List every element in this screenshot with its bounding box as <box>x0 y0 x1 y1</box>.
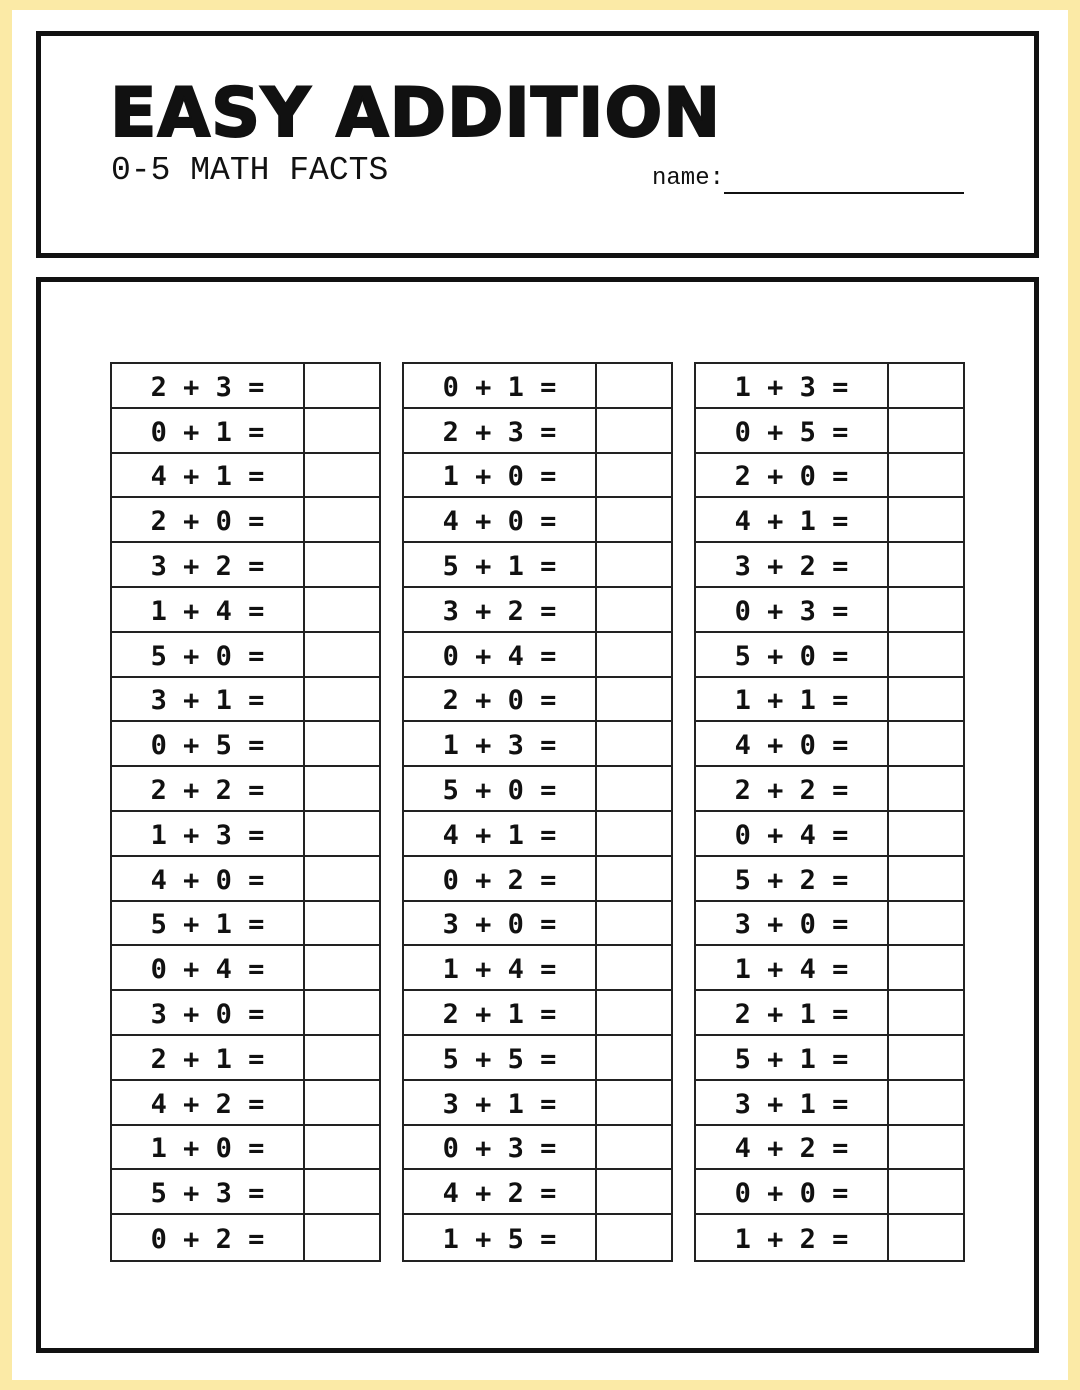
fact-row <box>696 1215 963 1260</box>
fact-row <box>112 991 379 1036</box>
fact-row <box>112 454 379 499</box>
fact-row <box>112 722 379 767</box>
fact-row <box>404 633 671 678</box>
answer-box[interactable] <box>597 498 671 541</box>
fact-row <box>696 991 963 1036</box>
fact-row <box>404 1126 671 1171</box>
problem-text: 1 + 3 = <box>696 364 889 407</box>
answer-box[interactable] <box>597 902 671 945</box>
problem-text: 4 + 1 = <box>696 498 889 541</box>
answer-box[interactable] <box>305 633 379 676</box>
fact-row <box>404 364 671 409</box>
answer-box[interactable] <box>305 946 379 989</box>
answer-box[interactable] <box>305 454 379 497</box>
problem-text: 1 + 3 = <box>112 812 305 855</box>
problem-text: 2 + 3 = <box>404 409 597 452</box>
answer-box[interactable] <box>305 1081 379 1124</box>
worksheet-title: EASY ADDITION <box>110 74 722 153</box>
fact-row <box>404 1215 671 1260</box>
answer-box[interactable] <box>597 722 671 765</box>
fact-row <box>696 678 963 723</box>
problem-text: 0 + 2 = <box>112 1215 305 1260</box>
problem-text: 0 + 4 = <box>696 812 889 855</box>
fact-row <box>112 767 379 812</box>
problem-text: 1 + 4 = <box>404 946 597 989</box>
problem-text: 3 + 2 = <box>696 543 889 586</box>
answer-box[interactable] <box>305 722 379 765</box>
fact-row <box>112 1081 379 1126</box>
answer-box[interactable] <box>597 1126 671 1169</box>
problem-text: 0 + 4 = <box>112 946 305 989</box>
problem-text: 3 + 1 = <box>696 1081 889 1124</box>
name-line[interactable] <box>724 192 964 194</box>
fact-row <box>696 409 963 454</box>
problem-text: 1 + 2 = <box>696 1215 889 1260</box>
answer-box[interactable] <box>597 1170 671 1213</box>
problem-text: 1 + 5 = <box>404 1215 597 1260</box>
fact-column-2 <box>402 362 673 1262</box>
problem-text: 0 + 3 = <box>696 588 889 631</box>
fact-row <box>696 767 963 812</box>
answer-box[interactable] <box>597 767 671 810</box>
fact-row <box>112 1126 379 1171</box>
answer-box[interactable] <box>889 722 963 765</box>
problem-text: 0 + 0 = <box>696 1170 889 1213</box>
fact-row <box>112 588 379 633</box>
fact-row <box>112 678 379 723</box>
problem-text: 5 + 1 = <box>404 543 597 586</box>
name-label: name: <box>652 165 725 192</box>
fact-row <box>112 857 379 902</box>
problem-text: 2 + 0 = <box>696 454 889 497</box>
answer-box[interactable] <box>597 991 671 1034</box>
problem-text: 5 + 0 = <box>696 633 889 676</box>
fact-row <box>696 902 963 947</box>
problem-text: 0 + 5 = <box>112 722 305 765</box>
answer-box[interactable] <box>889 1081 963 1124</box>
answer-box[interactable] <box>889 902 963 945</box>
problem-text: 4 + 0 = <box>404 498 597 541</box>
problem-text: 1 + 0 = <box>404 454 597 497</box>
problem-text: 4 + 0 = <box>696 722 889 765</box>
answer-box[interactable] <box>597 812 671 855</box>
answer-box[interactable] <box>889 409 963 452</box>
answer-box[interactable] <box>597 946 671 989</box>
fact-row <box>696 633 963 678</box>
problem-text: 2 + 1 = <box>696 991 889 1034</box>
problem-text: 2 + 3 = <box>112 364 305 407</box>
problem-text: 2 + 2 = <box>696 767 889 810</box>
fact-row <box>696 722 963 767</box>
fact-row <box>404 722 671 767</box>
answer-box[interactable] <box>889 1126 963 1169</box>
problem-text: 3 + 0 = <box>112 991 305 1034</box>
answer-box[interactable] <box>305 857 379 900</box>
problem-text: 1 + 4 = <box>112 588 305 631</box>
answer-box[interactable] <box>889 1215 963 1260</box>
fact-row <box>404 857 671 902</box>
problem-text: 5 + 1 = <box>696 1036 889 1079</box>
answer-box[interactable] <box>305 543 379 586</box>
answer-box[interactable] <box>305 767 379 810</box>
problem-text: 0 + 2 = <box>404 857 597 900</box>
fact-row <box>404 543 671 588</box>
fact-row <box>404 588 671 633</box>
fact-row <box>696 1126 963 1171</box>
fact-row <box>112 633 379 678</box>
fact-row <box>696 946 963 991</box>
answer-box[interactable] <box>597 364 671 407</box>
fact-row <box>112 543 379 588</box>
fact-row <box>404 409 671 454</box>
problem-text: 3 + 2 = <box>112 543 305 586</box>
fact-row <box>696 498 963 543</box>
problem-text: 1 + 0 = <box>112 1126 305 1169</box>
problem-text: 3 + 1 = <box>404 1081 597 1124</box>
answer-box[interactable] <box>597 678 671 721</box>
answer-box[interactable] <box>889 1036 963 1079</box>
answer-box[interactable] <box>889 543 963 586</box>
answer-box[interactable] <box>889 812 963 855</box>
fact-row <box>112 498 379 543</box>
answer-box[interactable] <box>305 1126 379 1169</box>
answer-box[interactable] <box>889 678 963 721</box>
fact-row <box>404 812 671 857</box>
problem-text: 3 + 2 = <box>404 588 597 631</box>
problem-text: 3 + 1 = <box>112 678 305 721</box>
fact-row <box>112 364 379 409</box>
answer-box[interactable] <box>597 454 671 497</box>
fact-row <box>112 1215 379 1260</box>
problem-text: 5 + 2 = <box>696 857 889 900</box>
fact-row <box>404 946 671 991</box>
answer-box[interactable] <box>597 1036 671 1079</box>
problem-text: 1 + 4 = <box>696 946 889 989</box>
answer-box[interactable] <box>889 767 963 810</box>
answer-box[interactable] <box>597 409 671 452</box>
problem-text: 2 + 1 = <box>112 1036 305 1079</box>
fact-row <box>404 498 671 543</box>
fact-column-1 <box>110 362 381 1262</box>
fact-row <box>112 1170 379 1215</box>
problem-text: 4 + 2 = <box>696 1126 889 1169</box>
fact-row <box>112 812 379 857</box>
fact-row <box>696 454 963 499</box>
fact-row <box>696 364 963 409</box>
fact-row <box>112 409 379 454</box>
answer-box[interactable] <box>597 857 671 900</box>
answer-box[interactable] <box>889 946 963 989</box>
problem-text: 4 + 0 = <box>112 857 305 900</box>
answer-box[interactable] <box>889 1170 963 1213</box>
fact-row <box>404 767 671 812</box>
problem-text: 2 + 0 = <box>112 498 305 541</box>
answer-box[interactable] <box>305 498 379 541</box>
answer-box[interactable] <box>597 633 671 676</box>
fact-row <box>696 1036 963 1081</box>
answer-box[interactable] <box>305 991 379 1034</box>
answer-box[interactable] <box>889 857 963 900</box>
fact-row <box>696 1170 963 1215</box>
answer-box[interactable] <box>305 1036 379 1079</box>
answer-box[interactable] <box>597 588 671 631</box>
fact-row <box>112 1036 379 1081</box>
problem-text: 2 + 2 = <box>112 767 305 810</box>
fact-row <box>112 946 379 991</box>
problem-text: 5 + 0 = <box>112 633 305 676</box>
fact-row <box>404 454 671 499</box>
fact-row <box>404 678 671 723</box>
answer-box[interactable] <box>305 902 379 945</box>
answer-box[interactable] <box>597 1081 671 1124</box>
fact-row <box>696 588 963 633</box>
problem-text: 5 + 1 = <box>112 902 305 945</box>
answer-box[interactable] <box>305 1215 379 1260</box>
problem-text: 0 + 1 = <box>404 364 597 407</box>
fact-row <box>404 1170 671 1215</box>
problem-text: 4 + 2 = <box>404 1170 597 1213</box>
problem-text: 2 + 1 = <box>404 991 597 1034</box>
answer-box[interactable] <box>597 543 671 586</box>
problem-text: 3 + 0 = <box>696 902 889 945</box>
problem-text: 5 + 0 = <box>404 767 597 810</box>
answer-box[interactable] <box>305 364 379 407</box>
worksheet-subtitle: 0-5 MATH FACTS <box>111 152 389 189</box>
problem-text: 1 + 1 = <box>696 678 889 721</box>
problem-text: 0 + 5 = <box>696 409 889 452</box>
fact-row <box>696 857 963 902</box>
problem-text: 5 + 3 = <box>112 1170 305 1213</box>
fact-row <box>404 991 671 1036</box>
answer-box[interactable] <box>305 812 379 855</box>
fact-row <box>404 902 671 947</box>
fact-row <box>112 902 379 947</box>
problem-text: 0 + 3 = <box>404 1126 597 1169</box>
answer-box[interactable] <box>305 1170 379 1213</box>
answer-box[interactable] <box>889 588 963 631</box>
answer-box[interactable] <box>889 633 963 676</box>
problem-text: 4 + 1 = <box>404 812 597 855</box>
problem-text: 4 + 1 = <box>112 454 305 497</box>
problem-text: 2 + 0 = <box>404 678 597 721</box>
fact-row <box>696 543 963 588</box>
answer-box[interactable] <box>889 454 963 497</box>
fact-column-3 <box>694 362 965 1262</box>
problem-text: 1 + 3 = <box>404 722 597 765</box>
answer-box[interactable] <box>305 409 379 452</box>
answer-box[interactable] <box>889 991 963 1034</box>
problem-text: 3 + 0 = <box>404 902 597 945</box>
fact-row <box>696 812 963 857</box>
answer-box[interactable] <box>305 678 379 721</box>
problem-text: 0 + 4 = <box>404 633 597 676</box>
answer-box[interactable] <box>889 498 963 541</box>
answer-box[interactable] <box>889 364 963 407</box>
problem-text: 0 + 1 = <box>112 409 305 452</box>
fact-row <box>404 1036 671 1081</box>
fact-row <box>404 1081 671 1126</box>
problem-text: 5 + 5 = <box>404 1036 597 1079</box>
problem-text: 4 + 2 = <box>112 1081 305 1124</box>
answer-box[interactable] <box>597 1215 671 1260</box>
answer-box[interactable] <box>305 588 379 631</box>
fact-row <box>696 1081 963 1126</box>
